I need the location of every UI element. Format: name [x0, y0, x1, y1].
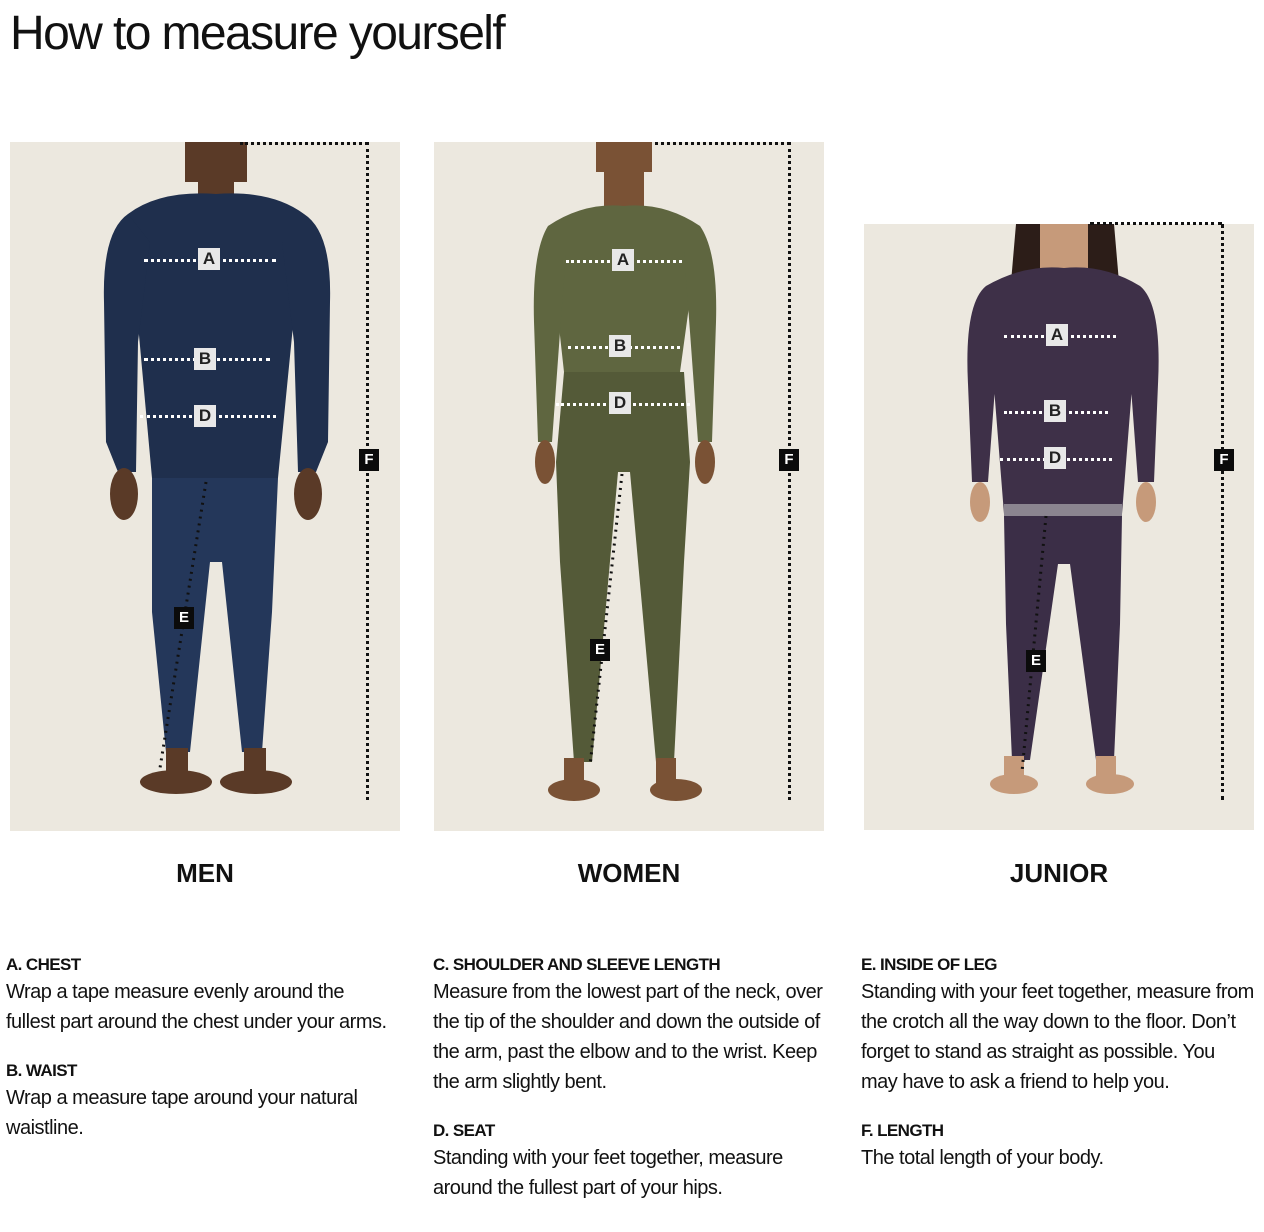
women-marker-d: D	[609, 392, 631, 414]
chest-heading: A. CHEST	[6, 955, 81, 974]
men-marker-f: F	[359, 449, 379, 471]
seat-text: Standing with your feet together, measure around the fullest part of your hips.	[433, 1147, 783, 1199]
leg-text: Standing with your feet together, measure from the crotch all the way down to the floor. Don’t forget to stand as straight as possible. You may have to ask a friend to help you.	[861, 981, 1254, 1093]
junior-marker-b: B	[1044, 400, 1066, 422]
women-figure-panel	[434, 142, 824, 831]
men-marker-d: D	[194, 405, 216, 427]
shoulder-heading: C. SHOULDER AND SLEEVE LENGTH	[433, 955, 721, 974]
junior-inseam-line	[864, 224, 1254, 830]
women-marker-e: E	[590, 639, 610, 661]
waist-text: Wrap a measure tape around your natural waistline.	[6, 1087, 358, 1139]
instructions-column-1	[6, 953, 396, 1165]
women-length-top-line	[655, 142, 790, 145]
chest-text: Wrap a tape measure evenly around the fullest part around the chest under your arms.	[6, 981, 387, 1033]
junior-length-line	[1221, 224, 1224, 800]
men-marker-b: B	[194, 348, 216, 370]
men-figure-panel	[10, 142, 400, 831]
women-caption: WOMEN	[577, 858, 681, 888]
shoulder-text: Measure from the lowest part of the neck, over the tip of the shoulder and down the outside of the arm, past the elbow and to the wrist. Keep the arm slightly bent.	[433, 981, 823, 1093]
instructions-column-2	[433, 953, 833, 1225]
men-length-line	[366, 142, 369, 800]
women-marker-a: A	[612, 249, 634, 271]
men-caption: MEN	[176, 858, 234, 888]
junior-marker-d: D	[1044, 447, 1066, 469]
page-title: How to measure yourself	[10, 7, 505, 60]
length-heading: F. LENGTH	[861, 1121, 944, 1140]
women-length-line	[788, 142, 791, 800]
instructions-column-3	[861, 953, 1256, 1195]
women-marker-f: F	[779, 449, 799, 471]
men-length-top-line	[240, 142, 368, 145]
junior-marker-e: E	[1026, 650, 1046, 672]
junior-length-top-line	[1090, 222, 1222, 225]
men-inseam-line	[10, 142, 400, 831]
seat-heading: D. SEAT	[433, 1121, 495, 1140]
junior-marker-a: A	[1046, 324, 1068, 346]
men-marker-e: E	[174, 607, 194, 629]
women-inseam-line	[434, 142, 824, 831]
junior-figure-panel	[864, 224, 1254, 830]
men-marker-a: A	[198, 248, 220, 270]
length-text: The total length of your body.	[861, 1147, 1104, 1169]
women-marker-b: B	[609, 335, 631, 357]
junior-marker-f: F	[1214, 449, 1234, 471]
junior-caption: JUNIOR	[1009, 858, 1109, 888]
waist-heading: B. WAIST	[6, 1061, 77, 1080]
leg-heading: E. INSIDE OF LEG	[861, 955, 997, 974]
